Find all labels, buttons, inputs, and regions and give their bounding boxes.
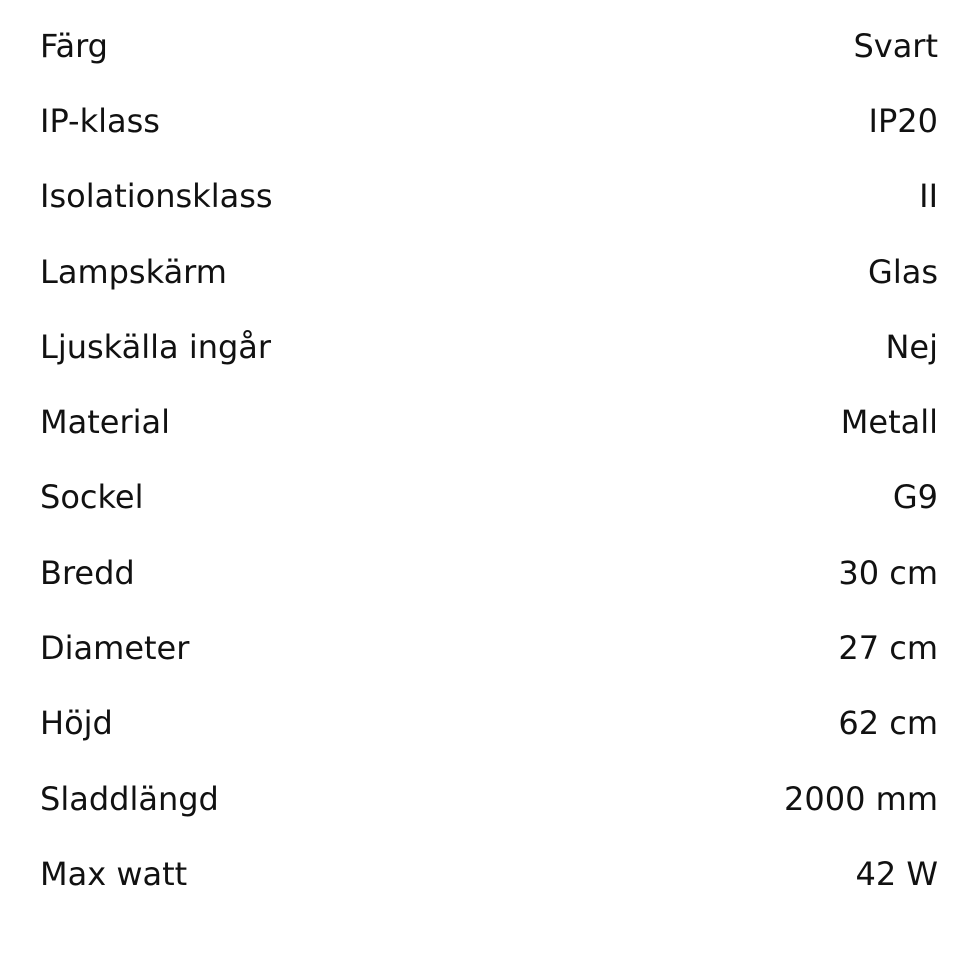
spec-row-hojd [40,686,938,761]
spec-value: Metall [840,403,938,442]
spec-row-ip-klass [40,83,938,158]
spec-value: G9 [892,478,938,517]
spec-label: Lampskärm [40,252,227,291]
spec-row-farg [40,8,938,83]
spec-label: Bredd [40,553,135,592]
spec-value: IP20 [868,101,938,140]
spec-value: 62 cm [838,704,938,743]
spec-row-diameter [40,610,938,685]
spec-label: Max watt [40,854,188,893]
spec-value: 42 W [855,854,938,893]
spec-value: Glas [868,252,938,291]
spec-row-material [40,384,938,459]
spec-value: II [919,177,938,216]
spec-label: Material [40,403,170,442]
spec-value: 30 cm [838,553,938,592]
spec-label: Ljuskälla ingår [40,327,272,366]
spec-list [40,8,938,912]
spec-value: Nej [885,327,938,366]
spec-value: 27 cm [838,629,938,668]
spec-row-isolationsklass [40,159,938,234]
spec-label: Isolationsklass [40,177,273,216]
spec-label: Diameter [40,629,190,668]
spec-row-sockel [40,460,938,535]
spec-label: Höjd [40,704,113,743]
spec-row-lampskarm [40,234,938,309]
spec-label: Sladdlängd [40,779,219,818]
spec-label: Sockel [40,478,144,517]
spec-value: Svart [853,26,938,65]
spec-row-sladdlangd [40,761,938,836]
spec-row-bredd [40,535,938,610]
spec-row-max-watt [40,836,938,911]
spec-label: IP-klass [40,101,160,140]
spec-label: Färg [40,26,108,65]
spec-row-ljuskalla-ingar [40,309,938,384]
spec-value: 2000 mm [784,779,938,818]
